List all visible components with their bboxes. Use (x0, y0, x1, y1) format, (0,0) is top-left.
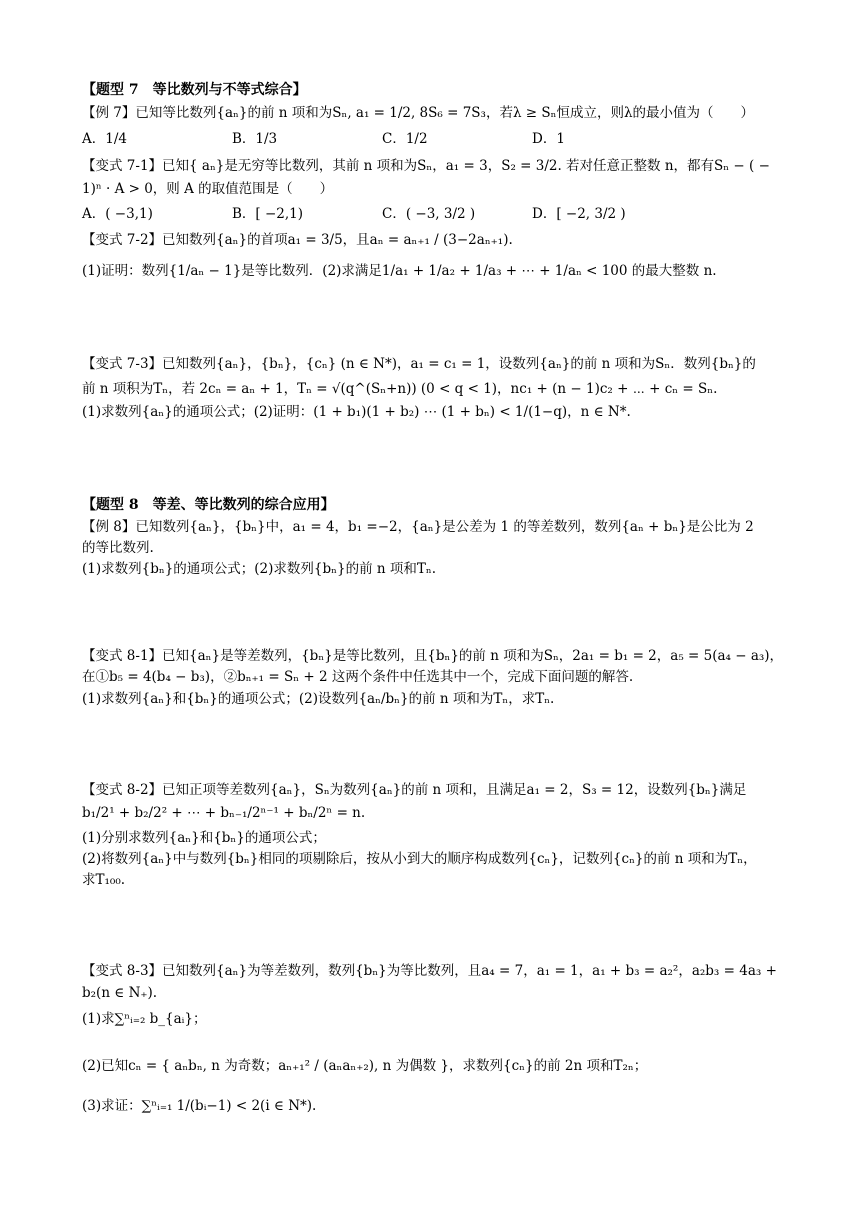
variant-8-1-cont: 在①b₅ = 4(b₄ − b₃)，②bₙ₊₁ = Sₙ + 2 这两个条件中任选其中一个，完成下面问题的解答. (82, 669, 634, 685)
variant-8-3-q3: (3)求证：∑ⁿᵢ₌₁ 1/(bᵢ−1) < 2(i ∈ N*). (82, 1098, 317, 1114)
section-heading-7: 【题型 7 等比数列与不等式综合】 (82, 82, 307, 98)
variant-8-1-questions: (1)求数列{aₙ}和{bₙ}的通项公式；(2)设数列{aₙ/bₙ}的前 n 项和为Tₙ，求Tₙ. (82, 691, 555, 707)
option-d: D．1 (532, 131, 565, 147)
variant-7-2: 【变式 7-2】已知数列{aₙ}的首项a₁ = 3/5，且aₙ = aₙ₊₁ / (3−2aₙ₊₁). (82, 232, 513, 248)
variant-7-3: 【变式 7-3】已知数列{aₙ}，{bₙ}，{cₙ} (n ∈ N*)，a₁ = c₁ = 1，设数列{aₙ}的前 n 项和为Sₙ．数列{bₙ}的 (82, 356, 756, 372)
variant-8-1: 【变式 8-1】已知{aₙ}是等差数列，{bₙ}是等比数列，且{bₙ}的前 n 项和为Sₙ，2a₁ = b₁ = 2，a₅ = 5(a₄ − a₃)， (82, 648, 784, 664)
option-b: B．[ −2,1) (232, 206, 304, 222)
variant-7-3-questions: (1)求数列{aₙ}的通项公式；(2)证明：(1 + b₁)(1 + b₂) ⋯ (1 + bₙ) < 1/(1−q)，n ∈ N*. (82, 404, 631, 420)
variant-7-3-cont: 前 n 项积为Tₙ，若 2cₙ = aₙ + 1，Tₙ = √(q^(Sₙ+n)) (0 < q < 1)，nc₁ + (n − 1)c₂ + ⋯ + cₙ = Sₙ. (82, 381, 718, 397)
option-c: C．1/2 (382, 131, 428, 147)
variant-7-1-cont: 1)ⁿ · A > 0，则 A 的取值范围是（ ） (82, 181, 334, 197)
variant-8-3-cont: b₂(n ∈ N₊). (82, 985, 158, 1001)
variant-8-2-q2-cont: 求T₁₀₀. (82, 872, 126, 888)
variant-8-3-q1: (1)求∑ⁿᵢ₌₂ b_{aᵢ}； (82, 1011, 207, 1027)
option-b: B．1/3 (232, 131, 278, 147)
variant-8-3: 【变式 8-3】已知数列{aₙ}为等差数列，数列{bₙ}为等比数列，且a₄ = 7，a₁ = 1，a₁ + b₃ = a₂²，a₂b₃ = 4a₃ + (82, 963, 777, 979)
variant-8-2-formula: b₁/2¹ + b₂/2² + ⋯ + bₙ₋₁/2ⁿ⁻¹ + bₙ/2ⁿ = n. (82, 805, 366, 821)
section-heading-8: 【题型 8 等差、等比数列的综合应用】 (82, 497, 335, 513)
option-d: D．[ −2, 3/2 ) (532, 206, 626, 222)
variant-7-1: 【变式 7-1】已知{ aₙ}是无穷等比数列，其前 n 项和为Sₙ，a₁ = 3，S₂ = 3/2. 若对任意正整数 n，都有Sₙ − ( − (82, 158, 770, 174)
example-7: 【例 7】已知等比数列{aₙ}的前 n 项和为Sₙ, a₁ = 1/2, 8S₆ = 7S₃，若λ ≥ Sₙ恒成立，则λ的最小值为（ ） (82, 105, 755, 121)
variant-8-3-q2: (2)已知cₙ = { aₙbₙ, n 为奇数；aₙ₊₁² / (aₙaₙ₊₂), n 为偶数 }，求数列{cₙ}的前 2n 项和T₂ₙ； (82, 1058, 648, 1074)
variant-8-2-q1: (1)分别求数列{aₙ}和{bₙ}的通项公式； (82, 830, 326, 846)
variant-8-2: 【变式 8-2】已知正项等差数列{aₙ}，Sₙ为数列{aₙ}的前 n 项和，且满足a₁ = 2，S₃ = 12，设数列{bₙ}满足 (82, 782, 747, 798)
variant-8-2-q2: (2)将数列{aₙ}中与数列{bₙ}相同的项剔除后，按从小到大的顺序构成数列{cₙ}，记数列{cₙ}的前 n 项和为Tₙ， (82, 851, 757, 867)
option-a: A．( −3,1) (82, 206, 153, 222)
option-c: C．( −3, 3/2 ) (382, 206, 476, 222)
example-8-questions: (1)求数列{bₙ}的通项公式；(2)求数列{bₙ}的前 n 项和Tₙ. (82, 561, 436, 577)
example-8: 【例 8】已知数列{aₙ}，{bₙ}中，a₁ = 4，b₁ =−2，{aₙ}是公差为 1 的等差数列，数列{aₙ + bₙ}是公比为 2 (82, 519, 754, 535)
example-8-cont: 的等比数列. (82, 540, 154, 556)
option-a: A．1/4 (82, 131, 127, 147)
variant-7-2-questions: (1)证明：数列{1/aₙ − 1}是等比数列．(2)求满足1/a₁ + 1/a₂ + 1/a₃ + ⋯ + 1/aₙ < 100 的最大整数 n. (82, 263, 717, 279)
